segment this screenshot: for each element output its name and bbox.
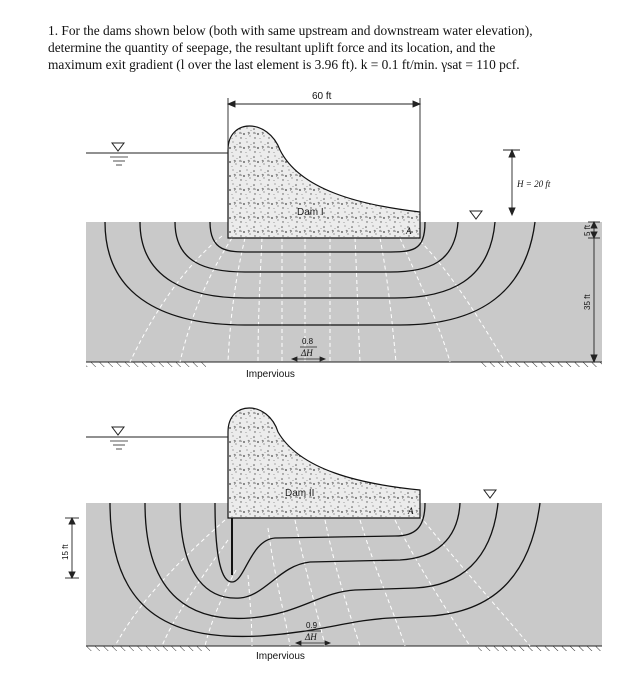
diagram-dam-2 xyxy=(61,408,602,662)
impervious-base-1-left xyxy=(86,362,206,367)
soil-layer-1 xyxy=(86,222,602,362)
impervious-label-1: Impervious xyxy=(246,369,295,380)
width-dimension-1-label: 60 ft xyxy=(312,91,332,102)
impervious-base-2-left xyxy=(86,646,210,651)
interval-2-den: ΔH xyxy=(305,632,317,642)
problem-line-1: 1. For the dams shown below (both with same upstream and downstream water elevation), xyxy=(48,23,533,38)
head-dimension-1-label: H = 20 ft xyxy=(517,179,551,189)
depth-top-label-1: 5 ft xyxy=(583,224,592,236)
impervious-label-2: Impervious xyxy=(256,651,305,662)
problem-line-2: determine the quantity of seepage, the resultant uplift force and its location, and the xyxy=(48,40,496,55)
dam-2-point-a: A xyxy=(408,506,414,516)
dam-1-body xyxy=(228,126,420,238)
downstream-water-1 xyxy=(470,211,482,219)
downstream-water-2 xyxy=(484,490,496,498)
dam-2-label: Dam II xyxy=(285,488,315,499)
dam-2-body xyxy=(228,408,420,518)
interval-1-num: 0.8 xyxy=(302,337,314,346)
upstream-water-1 xyxy=(86,143,228,165)
upstream-water-2 xyxy=(86,427,228,449)
diagram-dam-1 xyxy=(86,91,602,380)
depth-label-1: 35 ft xyxy=(583,294,592,310)
interval-1-den: ΔH xyxy=(301,348,313,358)
dam-1-point-a: A xyxy=(406,226,412,236)
problem-line-3: maximum exit gradient (l over the last element is 3.96 ft). k = 0.1 ft/min. γsat = 110 pcf. xyxy=(48,57,520,72)
impervious-base-1-right xyxy=(478,362,602,367)
interval-2-num: 0.9 xyxy=(306,621,318,630)
pile-dimension-2-label: 15 ft xyxy=(61,544,70,560)
impervious-base-2-right xyxy=(478,646,602,651)
dam-1-label: Dam I xyxy=(297,207,324,218)
